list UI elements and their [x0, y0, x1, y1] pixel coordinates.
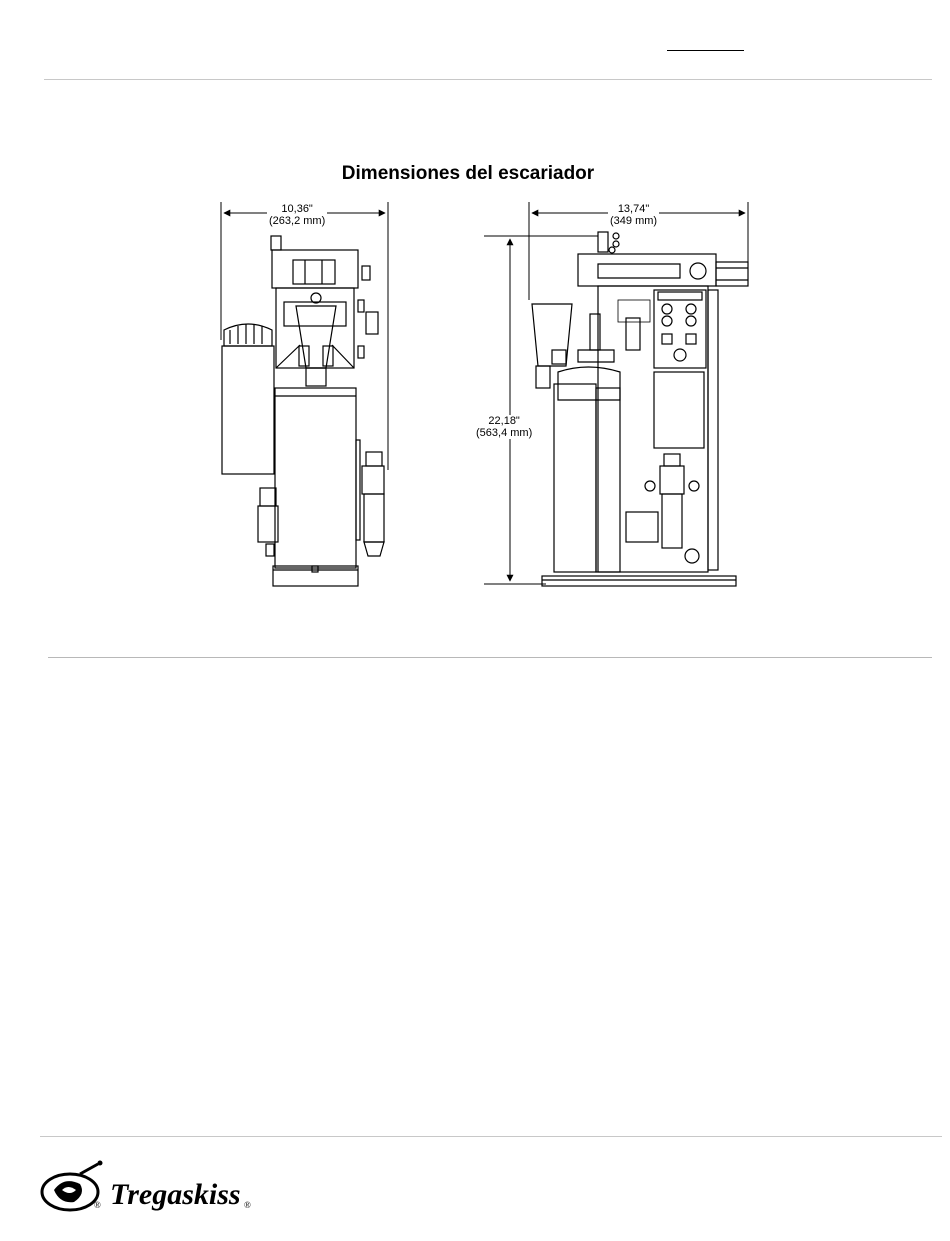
height-in: 22,18" — [488, 415, 520, 427]
tregaskiss-logo — [40, 1160, 260, 1216]
side-width-mm: (349 mm) — [610, 215, 658, 227]
footer-divider — [40, 1136, 942, 1137]
side-width-label — [608, 203, 659, 227]
logo-mark-left: ® — [94, 1200, 101, 1210]
height-label — [474, 415, 534, 439]
section-divider — [48, 657, 932, 658]
front-width-in: 10,36" — [281, 203, 313, 215]
front-view — [221, 202, 388, 586]
front-width-mm: (263,2 mm) — [269, 215, 326, 227]
side-width-in: 13,74" — [617, 203, 650, 215]
front-width-label — [267, 203, 327, 227]
logo-wordmark: Tregaskiss — [110, 1178, 241, 1211]
logo-mark-right: ® — [244, 1200, 251, 1210]
page-title: Dimensiones del escariador — [341, 163, 595, 184]
side-view — [484, 202, 748, 586]
height-mm: (563,4 mm) — [476, 427, 533, 439]
